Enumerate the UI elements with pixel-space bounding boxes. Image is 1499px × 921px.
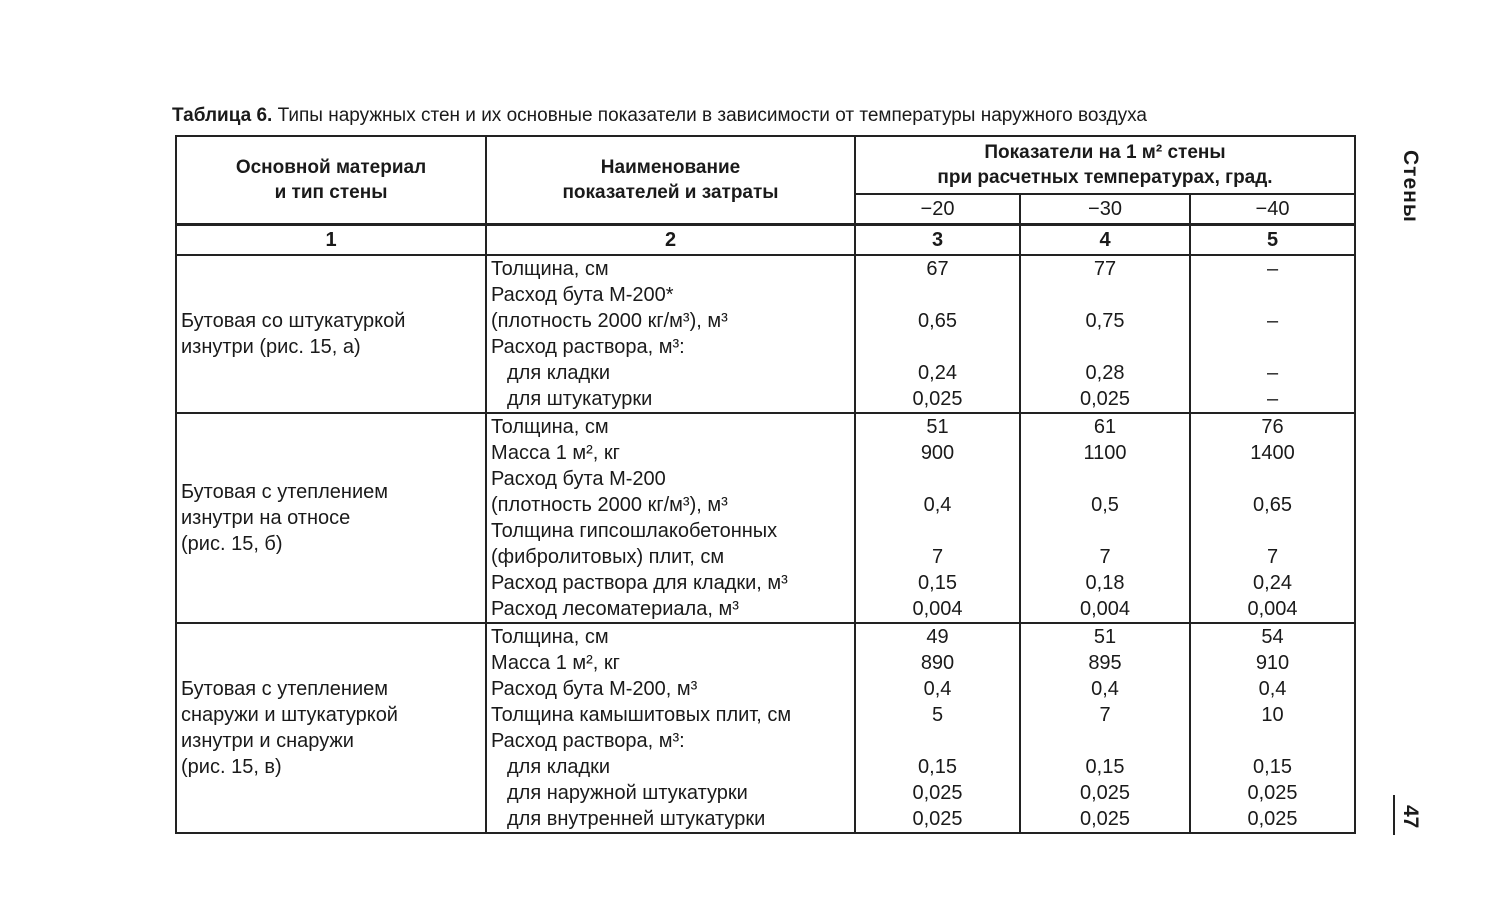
material-line: (рис. 15, в) [181, 756, 282, 778]
column-number-row [176, 225, 1355, 256]
header-values-group: Показатели на 1 м² стены при расчетных температурах, град. [855, 136, 1355, 194]
indicator-line: для внутренней штукатурки [507, 808, 766, 830]
value: 0,65 [918, 310, 957, 332]
indicator-line: Толщина камышитовых плит, см [491, 704, 792, 726]
value: 49 [926, 626, 949, 648]
value: 890 [920, 652, 955, 674]
value [1021, 518, 1189, 544]
indicator-line: Расход раствора, м³: [491, 730, 685, 752]
indicator-line: (плотность 2000 кг/м³), м³ [491, 494, 728, 516]
value: 61 [1093, 416, 1117, 438]
value: 51 [1093, 626, 1117, 648]
value: 54 [1261, 626, 1284, 648]
value: 5 [931, 704, 944, 726]
value: 895 [1088, 652, 1122, 674]
value: 0,28 [1085, 362, 1125, 384]
value: 0,15 [1085, 756, 1125, 778]
value: 0,5 [1091, 494, 1119, 516]
material-cell [176, 623, 486, 833]
value: 7 [1099, 546, 1111, 568]
indicator-line: Масса 1 м², кг [491, 652, 620, 674]
value: – [1266, 258, 1279, 280]
value-cell [1020, 413, 1190, 623]
indicator-line: Расход бута М-200 [491, 468, 666, 490]
indicator-line: для кладки [507, 756, 611, 778]
value [856, 282, 1019, 308]
temp-minus-40: −40 [1190, 194, 1355, 225]
value: – [1266, 310, 1279, 332]
value: 0,4 [923, 678, 952, 700]
value: 0,18 [1085, 572, 1125, 594]
table-caption-label: Таблица 6. [172, 105, 273, 126]
column-number: 2 [486, 225, 855, 256]
value: 910 [1255, 652, 1290, 674]
value: 10 [1261, 704, 1284, 726]
value: 1400 [1250, 442, 1295, 464]
material-line: изнутри на относе [181, 507, 351, 529]
value: 7 [931, 546, 944, 568]
value: 0,004 [1247, 598, 1298, 620]
value-cell [855, 413, 1020, 623]
value: 0,004 [912, 598, 963, 620]
indicator-line: для наружной штукатурки [507, 782, 748, 804]
material-line: изнутри (рис. 15, а) [181, 336, 361, 358]
indicator-cell [486, 413, 855, 623]
value-cell [855, 255, 1020, 413]
value: 0,75 [1085, 310, 1125, 332]
indicator-cell [486, 255, 855, 413]
value: 0,15 [918, 572, 957, 594]
value [856, 518, 1019, 544]
header-material: Основной материал и тип стены [176, 136, 486, 225]
value: 0,4 [923, 494, 952, 516]
value: 1100 [1083, 442, 1127, 464]
value-cell [1190, 255, 1355, 413]
indicator-line: Расход бута М-200* [491, 284, 674, 306]
value: 51 [926, 416, 949, 438]
section-side-title: Стены [1399, 150, 1422, 223]
indicator-cell [486, 623, 855, 833]
table-body [176, 255, 1355, 833]
value-cell [1020, 255, 1190, 413]
indicator-line: для кладки [507, 362, 611, 384]
indicator-line: Толщина гипсошлакобетонных [491, 520, 778, 542]
value: 0,24 [918, 362, 957, 384]
value [1191, 282, 1354, 308]
material-line: (рис. 15, б) [181, 533, 283, 555]
value [1021, 334, 1189, 360]
table-row [176, 623, 1355, 833]
indicator-line: Толщина, см [491, 626, 609, 648]
value-cell [1190, 623, 1355, 833]
value: 0,4 [1258, 678, 1287, 700]
value [856, 466, 1019, 492]
temp-minus-30: −30 [1020, 194, 1190, 225]
value: 0,025 [1079, 388, 1131, 410]
indicator-line: Толщина, см [491, 416, 609, 438]
value: 0,15 [1253, 756, 1292, 778]
value: – [1266, 362, 1279, 384]
material-line: Бутовая со штукатуркой [181, 310, 406, 332]
header-indicators: Наименование показателей и затраты [486, 136, 855, 225]
value: 0,004 [1079, 598, 1131, 620]
indicator-line: Расход лесоматериала, м³ [491, 598, 739, 620]
value-cell [1020, 623, 1190, 833]
value: 0,025 [1079, 808, 1131, 830]
column-number: 4 [1020, 225, 1190, 256]
temp-minus-20: −20 [855, 194, 1020, 225]
value [1191, 334, 1354, 360]
material-line: снаружи и штукатуркой [181, 704, 398, 726]
indicator-line: Расход бута М-200, м³ [491, 678, 698, 700]
value: 0,025 [912, 782, 963, 804]
value: 77 [1093, 258, 1117, 280]
material-line: Бутовая с утеплением [181, 678, 388, 700]
material-line: Бутовая с утеплением [181, 481, 388, 503]
value: 0,025 [912, 808, 963, 830]
value [856, 334, 1019, 360]
indicator-line: Расход раствора, м³: [491, 336, 685, 358]
value-cell [1190, 413, 1355, 623]
indicator-line: Расход раствора для кладки, м³ [491, 572, 788, 594]
value: 0,65 [1253, 494, 1292, 516]
table-row [176, 255, 1355, 413]
indicator-line: (плотность 2000 кг/м³), м³ [491, 310, 728, 332]
column-number: 1 [176, 225, 486, 256]
value: – [1266, 388, 1279, 410]
walls-table [175, 135, 1356, 834]
column-number: 5 [1190, 225, 1355, 256]
value: 0,24 [1253, 572, 1292, 594]
table-row [176, 413, 1355, 623]
page-number: 47 [1399, 805, 1422, 829]
value [1021, 466, 1189, 492]
value [1191, 728, 1354, 754]
indicator-line: (фибролитовых) плит, см [491, 546, 725, 568]
indicator-line: Масса 1 м², кг [491, 442, 620, 464]
value: 0,025 [1247, 808, 1298, 830]
value: 76 [1261, 416, 1284, 438]
value: 0,4 [1091, 678, 1119, 700]
value: 0,15 [918, 756, 957, 778]
value: 0,025 [912, 388, 963, 410]
value [1021, 728, 1189, 754]
value: 67 [926, 258, 949, 280]
column-number: 3 [855, 225, 1020, 256]
material-cell [176, 255, 486, 413]
indicator-line: Толщина, см [491, 258, 609, 280]
material-line: изнутри и снаружи [181, 730, 354, 752]
value [1191, 466, 1354, 492]
value-cell [855, 623, 1020, 833]
value: 900 [920, 442, 955, 464]
page-number-rule [1393, 795, 1395, 835]
header-row [176, 136, 1355, 194]
value: 0,025 [1079, 782, 1131, 804]
indicator-line: для штукатурки [507, 388, 653, 410]
value [1021, 282, 1189, 308]
value [856, 728, 1019, 754]
value: 0,025 [1247, 782, 1298, 804]
table-caption [172, 104, 1362, 128]
value: 7 [1099, 704, 1111, 726]
material-cell [176, 413, 486, 623]
value [1191, 518, 1354, 544]
table-caption-text: Типы наружных стен и их основные показатели в зависимости от температуры наружного воздуха [272, 105, 1147, 126]
value: 7 [1266, 546, 1279, 568]
